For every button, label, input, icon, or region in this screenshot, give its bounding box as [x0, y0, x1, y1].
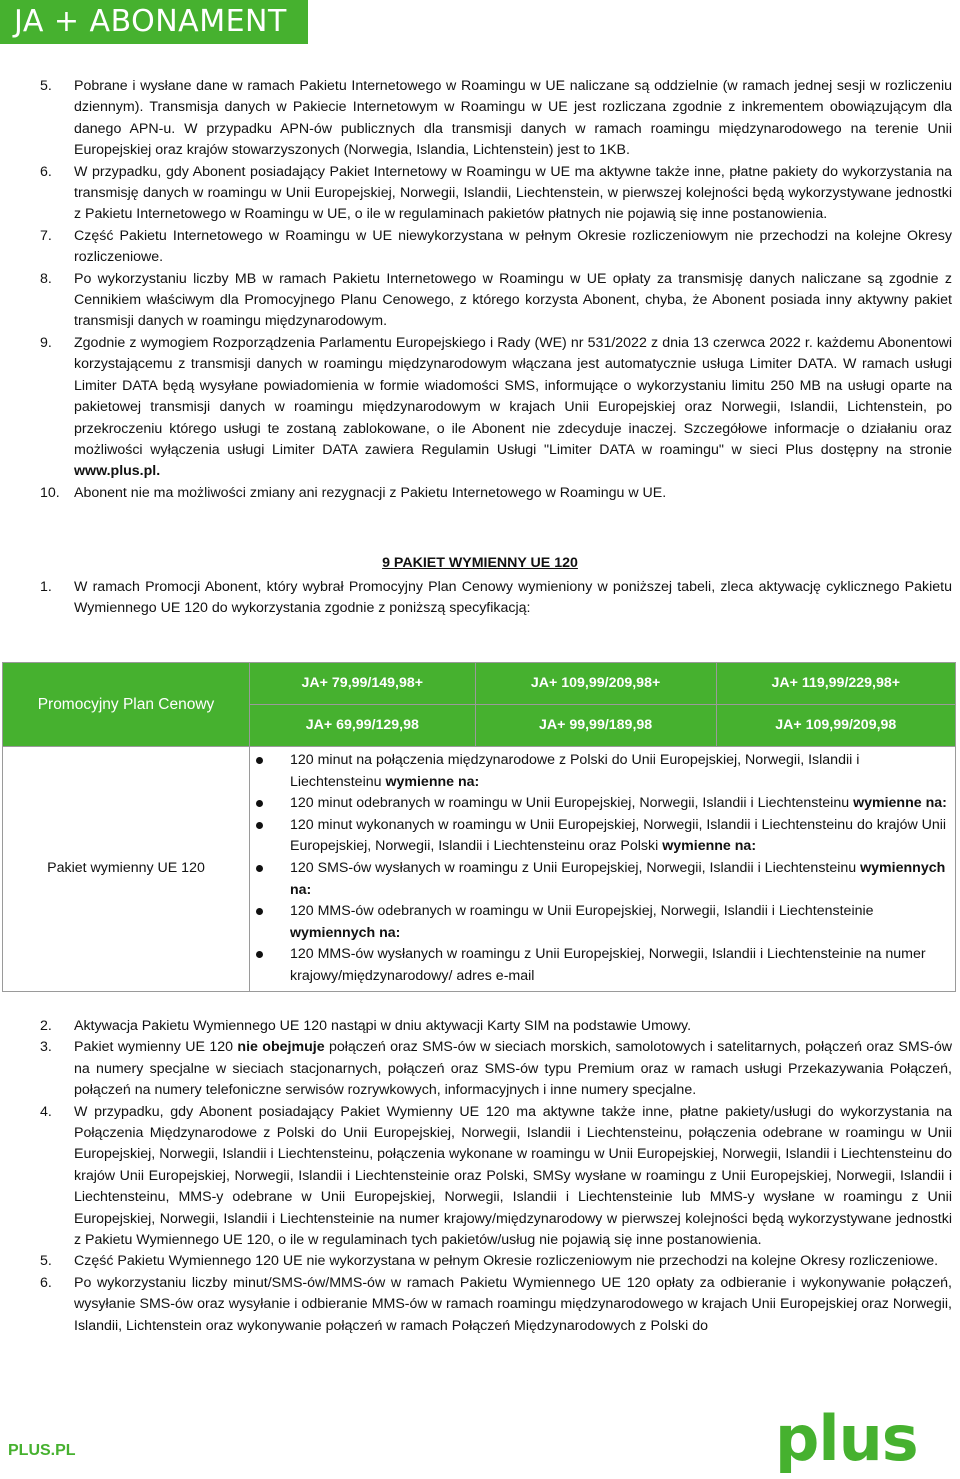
- item-text: połączeń oraz SMS-ów w sieciach morskich, samolotowych i satelitarnych, połączeń oraz SMS-ów na numery specjalne w sieciach stacjonarnych, połączeń oraz SMS-ów typu Premium oraz w ramach usługi Przekazywania Połączeń, połączeń na numery telefoniczne serwisów rozrywkowych, informacyjnych i inne numery specjalne.: [74, 1039, 953, 1099]
- plan-cell: JA+ 79,99/149,98+: [250, 663, 476, 705]
- header-banner: [0, 0, 308, 44]
- package-item-bold: wymienne na:: [853, 795, 947, 812]
- package-item-text: 120 minut na połączenia międzynarodowe z Polski do Unii Europejskiej, Norwegii, Islandii i Liechtensteinu: [290, 752, 860, 790]
- package-item: [250, 750, 951, 793]
- plan-cell: JA+ 69,99/129,98: [250, 705, 476, 747]
- list-item: [40, 162, 952, 226]
- item-text-pre: Pakiet wymienny UE 120: [74, 1039, 238, 1056]
- item-number: 3.: [40, 1039, 52, 1056]
- plan-cell: JA+ 99,99/189,98: [475, 705, 716, 747]
- plus-logo: plus: [775, 1402, 918, 1475]
- item-number: 5.: [40, 1253, 52, 1270]
- plan-cell: JA+ 109,99/209,98+: [475, 663, 716, 705]
- item-text: Abonent nie ma możliwości zmiany ani rezygnacji z Pakietu Internetowego w Roamingu w UE.: [74, 484, 667, 501]
- item-number: 6.: [40, 163, 52, 180]
- footer-url[interactable]: PLUS.PL: [8, 1442, 76, 1459]
- list-item: [40, 76, 952, 162]
- package-item: [250, 793, 951, 815]
- section-title: 9 PAKIET WYMIENNY UE 120: [382, 555, 578, 571]
- bullet-icon: [256, 800, 263, 807]
- item-text: Po wykorzystaniu liczby MB w ramach Pakietu Internetowego w Roamingu w UE opłaty za transmisję danych naliczane są zgodnie z Cennikiem właściwym dla Promocyjnego Planu Cenowego, z którego korzysta Abonent, chyba, że Abonent posiada inny aktywny pakiet transmisji danych w roamingu międzynarodowym.: [74, 270, 952, 330]
- item-text: Część Pakietu Internetowego w Roamingu w UE niewykorzystana w pełnym Okresie rozliczeniowym nie przechodzi na kolejne Okresy rozliczeniowe.: [74, 227, 952, 266]
- bullet-icon: [256, 822, 263, 829]
- package-item-bold: wymienne na:: [662, 838, 757, 855]
- item-text: W ramach Promocji Abonent, który wybrał Promocyjny Plan Cenowy wymieniony w poniższej tabeli, zleca aktywację cyklicznego Pakietu Wymiennego UE 120 do wykorzystania zgodnie z poniższą specyfikacją:: [74, 579, 952, 617]
- package-bullets: [250, 750, 951, 988]
- terms-list-b: [40, 577, 952, 620]
- item-number: 7.: [40, 227, 52, 244]
- list-item: [40, 1251, 952, 1272]
- item-number: 8.: [40, 270, 52, 287]
- item-text: Aktywacja Pakietu Wymiennego UE 120 nastąpi w dniu aktywacji Karty SIM na podstawie Umowy.: [74, 1018, 692, 1034]
- item-text: Po wykorzystaniu liczby minut/SMS-ów/MMS-ów w ramach Pakietu Wymiennego UE 120 opłaty za odbieranie i wykonywanie połączeń, wysyłanie SMS-ów oraz wysyłanie i odbieranie MMS-ów w ramach roamingu międzynarodowego w krajach Unii Europejskiej oraz Norwegii, Islandii, Lichtenstein oraz wykonywanie połączeń w ramach Połączeń Międzynarodowych z Polski do: [74, 1274, 952, 1334]
- package-name: Pakiet wymienny UE 120: [3, 747, 250, 992]
- item-text-bold: nie obejmuje: [237, 1039, 325, 1056]
- list-item: [40, 577, 952, 620]
- package-item-text: 120 MMS-ów wysłanych w roamingu z Unii Europejskiej, Norwegii, Islandii i Liechtensteinie na numer krajowy/międzynarodowy/ adres e-mail: [290, 946, 926, 984]
- package-item-text: 120 MMS-ów odebranych w roamingu w Unii Europejskiej, Norwegii, Islandii i Liechtensteinie: [290, 903, 874, 920]
- list-item: [40, 1273, 952, 1337]
- list-item: [40, 269, 952, 333]
- package-item: [250, 815, 951, 858]
- list-item: [40, 226, 952, 269]
- item-number: 4.: [40, 1103, 52, 1120]
- terms-list-c: [40, 1016, 952, 1337]
- item-text: Zgodnie z wymogiem Rozporządzenia Parlamentu Europejskiego i Rady (WE) nr 531/2022 z dnia 13 czerwca 2022 r. każdemu Abonentowi korzystającemu z transmisji danych w roamingu międzynarodowym włączana jest automatycznie usługa Limiter DATA. W ramach usługi Limiter DATA będą wysyłane powiadomienia w formie wiadomości SMS, informujące o wykorzystaniu limitu 250 MB na usługi oparte na pakietowej transmisji danych w roamingu międzynarodowym w krajach Unii Europejskiej oraz Norwegii, Islandii, Lichtenstein, po przekroczeniu którego usługi te zostaną zablokowane, o ile Abonent nie zdecyduje inaczej. Szczegółowe informacje o działaniu oraz możliwości wyłączenia usługi Limiter DATA zawiera Regulamin Usługi "Limiter DATA w roamingu" w sieci Plus dostępny na stronie: [74, 334, 952, 458]
- bullet-icon: [256, 865, 263, 872]
- item-text: Pobrane i wysłane dane w ramach Pakietu Internetowego w Roamingu w UE naliczane są oddzielnie (w ramach jednej sesji w rozliczeniu dziennym). Transmisja danych w Pakiecie Internetowym w Roamingu w UE jest rozliczana zgodnie z inkrementem obowiązującym dla danego APN-u. W przypadku APN-ów publicznych dla transmisji danych w ramach roamingu międzynarodowego na terenie Unii Europejskiej oraz krajów stowarzyszonych (Norwegia, Islandia, Lichtenstein) jest to 1KB.: [74, 78, 952, 159]
- item-number: 10.: [40, 484, 60, 501]
- package-item: [250, 944, 951, 987]
- package-item-bold: wymienne na:: [385, 773, 480, 790]
- list-item: [40, 333, 952, 483]
- package-item-bold: wymiennych na:: [290, 859, 946, 898]
- package-item-bold: wymiennych na:: [290, 924, 401, 941]
- plan-cell: JA+ 119,99/229,98+: [716, 663, 955, 705]
- item-text: W przypadku, gdy Abonent posiadający Pakiet Internetowy w Roamingu w UE ma aktywne także inne, płatne pakiety do wykorzystania na transmisję danych w roamingu w Unii Europejskiej, Norwegii, Islandii, Liechtenstein, w pierwszej kolejności będą wykorzystywane jednostki z Pakietu Internetowego w Roamingu w UE, o ile w regulaminach pakietów płatnych nie pojawią się inne postanowienia.: [74, 163, 952, 223]
- item-text: W przypadku, gdy Abonent posiadający Pakiet Wymienny UE 120 ma aktywne także inne, płatne pakiety/usługi do wykorzystania na Połączenia Międzynarodowe z Polski do Unii Europejskiej, Norwegii, Islandii i Liechtensteinu, połączenia odebrane w roamingu w Unii Europejskiej, Norwegii, Islandii i Liechtensteinu, połączenia wykonane w roamingu w Unii Europejskiej, Norwegii, Islandii i Liechtensteinu do krajów Unii Europejskiej, Norwegii, Islandii i Liechtensteinie oraz Polski, SMSy wysłane w roamingu z Unii Europejskiej, Norwegii, Islandii i Liechtensteinu, MMS-y odebrane w Unii Europejskiej, Norwegii, Islandii i Liechtensteinie lub MMS-y wysłane w roamingu z Unii Europejskiej, Norwegii, Islandii i Liechtensteinie na numer krajowy/międzynarodowy w pierwszej kolejności będą wykorzystywane jednostki z Pakietu Wymiennego UE 120, o ile w regulaminach tych pakietów/usług nie pojawią się inne postanowienia.: [74, 1103, 952, 1249]
- package-item-text: 120 SMS-ów wysłanych w roamingu z Unii Europejskiej, Norwegii, Islandii i Liechtensteinu: [290, 859, 861, 876]
- package-item-text: 120 minut wykonanych w roamingu w Unii Europejskiej, Norwegii, Islandii i Liechtensteinu do krajów Unii Europejskiej, Norwegii, Islandii i Liechtensteinu oraz Polski: [290, 816, 947, 855]
- item-number: 9.: [40, 334, 52, 351]
- promo-plan-table: [2, 662, 956, 992]
- plan-cell: JA+ 109,99/209,98: [716, 705, 955, 747]
- table-header-label: Promocyjny Plan Cenowy: [3, 663, 250, 747]
- item-text: Część Pakietu Wymiennego 120 UE nie wykorzystana w pełnym Okresie rozliczeniowym nie przechodzi na kolejne Okresy rozliczeniowe.: [74, 1253, 939, 1270]
- header-title: JA + ABONAMENT: [14, 4, 287, 40]
- package-item: [250, 858, 951, 901]
- list-item: [40, 1037, 952, 1101]
- package-item-text: 120 minut odebranych w roamingu w Unii Europejskiej, Norwegii, Islandii i Liechtensteinu: [290, 795, 854, 812]
- bullet-icon: [256, 908, 263, 915]
- item-number: 1.: [40, 579, 52, 595]
- bullet-icon: [256, 757, 263, 764]
- list-item: [40, 483, 952, 504]
- package-item: [250, 901, 951, 944]
- list-item: [40, 1016, 952, 1037]
- item-number: 6.: [40, 1274, 52, 1291]
- item-number: 5.: [40, 78, 52, 94]
- terms-list-a: [40, 76, 952, 504]
- bullet-icon: [256, 951, 263, 958]
- package-contents: [250, 747, 956, 992]
- item-number: 2.: [40, 1018, 52, 1034]
- item-link[interactable]: www.plus.pl.: [74, 463, 161, 480]
- list-item: [40, 1102, 952, 1252]
